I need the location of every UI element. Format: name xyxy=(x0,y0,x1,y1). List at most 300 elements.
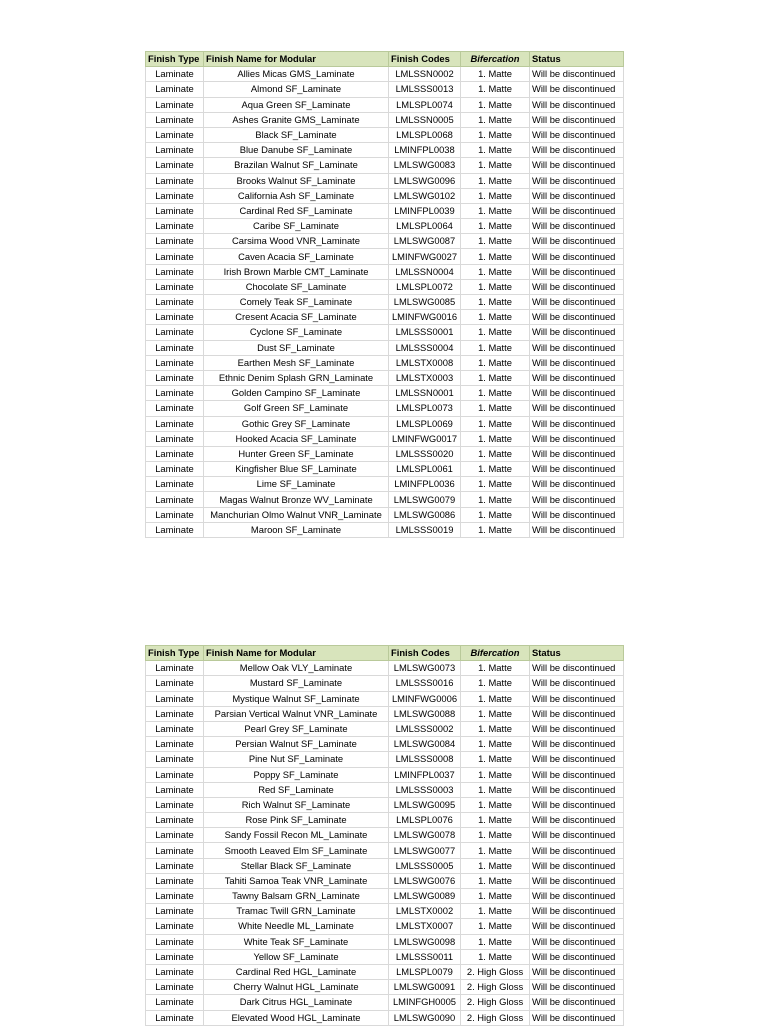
cell-bifercation: 1. Matte xyxy=(461,279,530,294)
table-row xyxy=(146,676,624,691)
cell-finish-name: Brazilan Walnut SF_Laminate xyxy=(204,158,389,173)
cell-status: Will be discontinued xyxy=(530,843,624,858)
cell-finish-code: LMLSWG0089 xyxy=(389,889,461,904)
table-row xyxy=(146,127,624,142)
header-status: Status xyxy=(530,646,624,661)
table-row xyxy=(146,325,624,340)
cell-finish-name: Caven Acacia SF_Laminate xyxy=(204,249,389,264)
cell-status: Will be discontinued xyxy=(530,691,624,706)
cell-finish-type: Laminate xyxy=(146,737,204,752)
cell-bifercation: 1. Matte xyxy=(461,752,530,767)
table-row xyxy=(146,661,624,676)
cell-finish-code: LMLSSS0003 xyxy=(389,782,461,797)
cell-status: Will be discontinued xyxy=(530,310,624,325)
cell-finish-type: Laminate xyxy=(146,416,204,431)
cell-finish-code: LMLSTX0002 xyxy=(389,904,461,919)
cell-bifercation: 1. Matte xyxy=(461,691,530,706)
cell-finish-type: Laminate xyxy=(146,858,204,873)
cell-bifercation: 1. Matte xyxy=(461,173,530,188)
cell-bifercation: 1. Matte xyxy=(461,143,530,158)
cell-bifercation: 1. Matte xyxy=(461,188,530,203)
cell-finish-code: LMLSPL0072 xyxy=(389,279,461,294)
table-row xyxy=(146,97,624,112)
cell-finish-name: Poppy SF_Laminate xyxy=(204,767,389,782)
cell-status: Will be discontinued xyxy=(530,386,624,401)
cell-bifercation: 1. Matte xyxy=(461,310,530,325)
cell-finish-code: LMLSSS0013 xyxy=(389,82,461,97)
cell-status: Will be discontinued xyxy=(530,737,624,752)
table-row xyxy=(146,828,624,843)
table-row xyxy=(146,507,624,522)
cell-bifercation: 1. Matte xyxy=(461,676,530,691)
cell-finish-type: Laminate xyxy=(146,676,204,691)
cell-finish-type: Laminate xyxy=(146,310,204,325)
table-row xyxy=(146,522,624,537)
table-row xyxy=(146,980,624,995)
cell-status: Will be discontinued xyxy=(530,919,624,934)
cell-bifercation: 1. Matte xyxy=(461,919,530,934)
cell-bifercation: 1. Matte xyxy=(461,67,530,82)
cell-bifercation: 1. Matte xyxy=(461,858,530,873)
table-row xyxy=(146,82,624,97)
cell-bifercation: 1. Matte xyxy=(461,737,530,752)
cell-status: Will be discontinued xyxy=(530,782,624,797)
table-row xyxy=(146,477,624,492)
header-finish-name: Finish Name for Modular xyxy=(204,646,389,661)
cell-finish-type: Laminate xyxy=(146,249,204,264)
table-row xyxy=(146,843,624,858)
cell-finish-name: Tramac Twill GRN_Laminate xyxy=(204,904,389,919)
cell-status: Will be discontinued xyxy=(530,67,624,82)
cell-bifercation: 1. Matte xyxy=(461,203,530,218)
cell-finish-name: Maroon SF_Laminate xyxy=(204,522,389,537)
cell-bifercation: 2. High Gloss xyxy=(461,964,530,979)
cell-finish-type: Laminate xyxy=(146,279,204,294)
cell-finish-code: LMINFWG0006 xyxy=(389,691,461,706)
table-row xyxy=(146,737,624,752)
cell-finish-code: LMLSTX0003 xyxy=(389,370,461,385)
cell-finish-type: Laminate xyxy=(146,767,204,782)
cell-bifercation: 1. Matte xyxy=(461,873,530,888)
header-finish-name: Finish Name for Modular xyxy=(204,52,389,67)
cell-finish-code: LMLSWG0084 xyxy=(389,737,461,752)
cell-finish-name: Persian Walnut SF_Laminate xyxy=(204,737,389,752)
cell-finish-type: Laminate xyxy=(146,203,204,218)
table-row xyxy=(146,767,624,782)
table-row xyxy=(146,431,624,446)
cell-finish-type: Laminate xyxy=(146,431,204,446)
cell-status: Will be discontinued xyxy=(530,721,624,736)
cell-finish-name: Golf Green SF_Laminate xyxy=(204,401,389,416)
cell-finish-type: Laminate xyxy=(146,1010,204,1025)
cell-finish-name: Parsian Vertical Walnut VNR_Laminate xyxy=(204,706,389,721)
table-1-body xyxy=(146,67,624,538)
cell-status: Will be discontinued xyxy=(530,264,624,279)
cell-status: Will be discontinued xyxy=(530,188,624,203)
table-row xyxy=(146,446,624,461)
cell-status: Will be discontinued xyxy=(530,82,624,97)
cell-finish-name: Dark Citrus HGL_Laminate xyxy=(204,995,389,1010)
cell-finish-code: LMLSWG0076 xyxy=(389,873,461,888)
cell-finish-name: Mellow Oak VLY_Laminate xyxy=(204,661,389,676)
cell-finish-code: LMLSSS0008 xyxy=(389,752,461,767)
cell-finish-code: LMLSSS0016 xyxy=(389,676,461,691)
cell-status: Will be discontinued xyxy=(530,889,624,904)
cell-status: Will be discontinued xyxy=(530,295,624,310)
cell-bifercation: 1. Matte xyxy=(461,462,530,477)
header-row xyxy=(146,52,624,67)
table-row xyxy=(146,355,624,370)
cell-bifercation: 1. Matte xyxy=(461,706,530,721)
cell-status: Will be discontinued xyxy=(530,97,624,112)
table-row xyxy=(146,370,624,385)
header-finish-codes: Finish Codes xyxy=(389,646,461,661)
cell-status: Will be discontinued xyxy=(530,340,624,355)
table-row xyxy=(146,995,624,1010)
cell-bifercation: 1. Matte xyxy=(461,843,530,858)
table-row xyxy=(146,934,624,949)
cell-finish-type: Laminate xyxy=(146,843,204,858)
table-row xyxy=(146,813,624,828)
cell-finish-name: Mustard SF_Laminate xyxy=(204,676,389,691)
table-row xyxy=(146,188,624,203)
cell-finish-name: Ashes Granite GMS_Laminate xyxy=(204,112,389,127)
table-row xyxy=(146,889,624,904)
cell-status: Will be discontinued xyxy=(530,949,624,964)
cell-finish-name: Yellow SF_Laminate xyxy=(204,949,389,964)
cell-bifercation: 1. Matte xyxy=(461,82,530,97)
cell-finish-type: Laminate xyxy=(146,143,204,158)
cell-finish-type: Laminate xyxy=(146,97,204,112)
cell-finish-type: Laminate xyxy=(146,295,204,310)
cell-status: Will be discontinued xyxy=(530,249,624,264)
cell-finish-name: Stellar Black SF_Laminate xyxy=(204,858,389,873)
cell-bifercation: 1. Matte xyxy=(461,219,530,234)
cell-finish-code: LMINFWG0016 xyxy=(389,310,461,325)
cell-bifercation: 1. Matte xyxy=(461,340,530,355)
cell-finish-type: Laminate xyxy=(146,873,204,888)
cell-finish-code: LMLSTX0008 xyxy=(389,355,461,370)
cell-finish-code: LMINFPL0037 xyxy=(389,767,461,782)
cell-finish-type: Laminate xyxy=(146,82,204,97)
table-row xyxy=(146,219,624,234)
cell-finish-type: Laminate xyxy=(146,462,204,477)
cell-status: Will be discontinued xyxy=(530,858,624,873)
cell-finish-type: Laminate xyxy=(146,797,204,812)
cell-finish-code: LMINFWG0027 xyxy=(389,249,461,264)
cell-finish-type: Laminate xyxy=(146,721,204,736)
cell-finish-name: Carsima Wood VNR_Laminate xyxy=(204,234,389,249)
cell-finish-code: LMLSWG0091 xyxy=(389,980,461,995)
cell-status: Will be discontinued xyxy=(530,355,624,370)
cell-finish-name: White Needle ML_Laminate xyxy=(204,919,389,934)
finish-table-2 xyxy=(145,645,624,1026)
cell-bifercation: 1. Matte xyxy=(461,401,530,416)
table-row xyxy=(146,782,624,797)
cell-bifercation: 1. Matte xyxy=(461,507,530,522)
cell-finish-type: Laminate xyxy=(146,828,204,843)
cell-status: Will be discontinued xyxy=(530,752,624,767)
cell-finish-type: Laminate xyxy=(146,949,204,964)
table-row xyxy=(146,279,624,294)
cell-bifercation: 1. Matte xyxy=(461,355,530,370)
cell-finish-name: Earthen Mesh SF_Laminate xyxy=(204,355,389,370)
table-row xyxy=(146,143,624,158)
cell-finish-name: Smooth Leaved Elm SF_Laminate xyxy=(204,843,389,858)
cell-finish-code: LMLSSN0004 xyxy=(389,264,461,279)
cell-bifercation: 1. Matte xyxy=(461,112,530,127)
cell-finish-name: Brooks Walnut SF_Laminate xyxy=(204,173,389,188)
cell-finish-name: Dust SF_Laminate xyxy=(204,340,389,355)
table-row xyxy=(146,203,624,218)
cell-status: Will be discontinued xyxy=(530,995,624,1010)
cell-status: Will be discontinued xyxy=(530,964,624,979)
cell-bifercation: 2. High Gloss xyxy=(461,1010,530,1025)
cell-status: Will be discontinued xyxy=(530,203,624,218)
cell-finish-name: Golden Campino SF_Laminate xyxy=(204,386,389,401)
cell-finish-code: LMINFGH0005 xyxy=(389,995,461,1010)
cell-status: Will be discontinued xyxy=(530,934,624,949)
cell-status: Will be discontinued xyxy=(530,492,624,507)
table-row xyxy=(146,340,624,355)
cell-finish-type: Laminate xyxy=(146,264,204,279)
cell-finish-code: LMINFPL0039 xyxy=(389,203,461,218)
cell-finish-type: Laminate xyxy=(146,661,204,676)
cell-finish-code: LMINFWG0017 xyxy=(389,431,461,446)
cell-bifercation: 1. Matte xyxy=(461,416,530,431)
cell-finish-name: Ethnic Denim Splash GRN_Laminate xyxy=(204,370,389,385)
cell-bifercation: 1. Matte xyxy=(461,325,530,340)
cell-bifercation: 1. Matte xyxy=(461,721,530,736)
table-row xyxy=(146,67,624,82)
cell-finish-type: Laminate xyxy=(146,112,204,127)
cell-finish-name: Irish Brown Marble CMT_Laminate xyxy=(204,264,389,279)
cell-status: Will be discontinued xyxy=(530,158,624,173)
cell-bifercation: 1. Matte xyxy=(461,934,530,949)
cell-finish-name: Red SF_Laminate xyxy=(204,782,389,797)
table-row xyxy=(146,173,624,188)
cell-finish-type: Laminate xyxy=(146,782,204,797)
cell-status: Will be discontinued xyxy=(530,234,624,249)
header-status: Status xyxy=(530,52,624,67)
cell-bifercation: 1. Matte xyxy=(461,949,530,964)
cell-finish-name: Cherry Walnut HGL_Laminate xyxy=(204,980,389,995)
cell-finish-type: Laminate xyxy=(146,889,204,904)
cell-status: Will be discontinued xyxy=(530,980,624,995)
cell-finish-name: Caribe SF_Laminate xyxy=(204,219,389,234)
cell-finish-code: LMLSWG0090 xyxy=(389,1010,461,1025)
cell-bifercation: 1. Matte xyxy=(461,797,530,812)
cell-bifercation: 1. Matte xyxy=(461,386,530,401)
header-finish-type: Finish Type xyxy=(146,52,204,67)
cell-finish-code: LMLSSS0001 xyxy=(389,325,461,340)
cell-finish-code: LMLSSS0020 xyxy=(389,446,461,461)
cell-finish-name: Hooked Acacia SF_Laminate xyxy=(204,431,389,446)
cell-status: Will be discontinued xyxy=(530,431,624,446)
table-row xyxy=(146,249,624,264)
cell-finish-name: Blue Danube SF_Laminate xyxy=(204,143,389,158)
table-row xyxy=(146,691,624,706)
cell-status: Will be discontinued xyxy=(530,522,624,537)
cell-finish-type: Laminate xyxy=(146,904,204,919)
table-row xyxy=(146,112,624,127)
cell-finish-type: Laminate xyxy=(146,507,204,522)
cell-finish-code: LMLSSS0002 xyxy=(389,721,461,736)
cell-finish-code: LMLSWG0073 xyxy=(389,661,461,676)
cell-status: Will be discontinued xyxy=(530,676,624,691)
cell-finish-code: LMLSWG0096 xyxy=(389,173,461,188)
table-row xyxy=(146,964,624,979)
cell-finish-name: Rich Walnut SF_Laminate xyxy=(204,797,389,812)
header-bifercation: Bifercation xyxy=(461,646,530,661)
cell-bifercation: 1. Matte xyxy=(461,767,530,782)
cell-finish-type: Laminate xyxy=(146,401,204,416)
cell-status: Will be discontinued xyxy=(530,828,624,843)
cell-status: Will be discontinued xyxy=(530,767,624,782)
cell-finish-name: Sandy Fossil Recon ML_Laminate xyxy=(204,828,389,843)
cell-finish-name: California Ash SF_Laminate xyxy=(204,188,389,203)
cell-finish-type: Laminate xyxy=(146,752,204,767)
cell-finish-name: Magas Walnut Bronze WV_Laminate xyxy=(204,492,389,507)
cell-status: Will be discontinued xyxy=(530,507,624,522)
cell-bifercation: 1. Matte xyxy=(461,828,530,843)
table-row xyxy=(146,416,624,431)
cell-bifercation: 1. Matte xyxy=(461,904,530,919)
cell-finish-code: LMLSWG0098 xyxy=(389,934,461,949)
cell-finish-code: LMLSSS0005 xyxy=(389,858,461,873)
cell-finish-code: LMINFPL0038 xyxy=(389,143,461,158)
cell-finish-type: Laminate xyxy=(146,477,204,492)
table-row xyxy=(146,873,624,888)
cell-finish-code: LMLSSN0002 xyxy=(389,67,461,82)
table-row xyxy=(146,234,624,249)
cell-status: Will be discontinued xyxy=(530,706,624,721)
cell-finish-name: Tawny Balsam GRN_Laminate xyxy=(204,889,389,904)
cell-finish-code: LMLSWG0077 xyxy=(389,843,461,858)
cell-finish-name: Comely Teak SF_Laminate xyxy=(204,295,389,310)
cell-bifercation: 1. Matte xyxy=(461,813,530,828)
cell-finish-code: LMLSWG0078 xyxy=(389,828,461,843)
header-finish-codes: Finish Codes xyxy=(389,52,461,67)
cell-status: Will be discontinued xyxy=(530,401,624,416)
cell-finish-type: Laminate xyxy=(146,446,204,461)
cell-finish-name: Manchurian Olmo Walnut VNR_Laminate xyxy=(204,507,389,522)
table-row xyxy=(146,492,624,507)
cell-bifercation: 1. Matte xyxy=(461,522,530,537)
header-row xyxy=(146,646,624,661)
table-row xyxy=(146,310,624,325)
cell-finish-name: Chocolate SF_Laminate xyxy=(204,279,389,294)
cell-finish-type: Laminate xyxy=(146,980,204,995)
cell-status: Will be discontinued xyxy=(530,112,624,127)
cell-status: Will be discontinued xyxy=(530,370,624,385)
cell-finish-name: Rose Pink SF_Laminate xyxy=(204,813,389,828)
table-row xyxy=(146,158,624,173)
cell-finish-name: Elevated Wood HGL_Laminate xyxy=(204,1010,389,1025)
cell-finish-type: Laminate xyxy=(146,934,204,949)
cell-bifercation: 1. Matte xyxy=(461,158,530,173)
cell-finish-code: LMLSWG0083 xyxy=(389,158,461,173)
cell-status: Will be discontinued xyxy=(530,416,624,431)
cell-finish-code: LMLSPL0073 xyxy=(389,401,461,416)
cell-status: Will be discontinued xyxy=(530,219,624,234)
cell-status: Will be discontinued xyxy=(530,813,624,828)
cell-status: Will be discontinued xyxy=(530,462,624,477)
cell-finish-type: Laminate xyxy=(146,964,204,979)
cell-finish-name: Gothic Grey SF_Laminate xyxy=(204,416,389,431)
cell-finish-type: Laminate xyxy=(146,370,204,385)
header-bifercation: Bifercation xyxy=(461,52,530,67)
cell-finish-name: Tahiti Samoa Teak VNR_Laminate xyxy=(204,873,389,888)
cell-finish-type: Laminate xyxy=(146,325,204,340)
header-finish-type: Finish Type xyxy=(146,646,204,661)
cell-bifercation: 1. Matte xyxy=(461,97,530,112)
finish-table-1 xyxy=(145,51,624,538)
cell-finish-type: Laminate xyxy=(146,522,204,537)
cell-finish-type: Laminate xyxy=(146,173,204,188)
cell-status: Will be discontinued xyxy=(530,143,624,158)
cell-finish-code: LMLSSS0004 xyxy=(389,340,461,355)
cell-finish-type: Laminate xyxy=(146,219,204,234)
cell-status: Will be discontinued xyxy=(530,477,624,492)
cell-bifercation: 1. Matte xyxy=(461,431,530,446)
cell-finish-code: LMLSSS0011 xyxy=(389,949,461,964)
cell-finish-type: Laminate xyxy=(146,188,204,203)
cell-bifercation: 1. Matte xyxy=(461,661,530,676)
cell-finish-name: Kingfisher Blue SF_Laminate xyxy=(204,462,389,477)
cell-status: Will be discontinued xyxy=(530,173,624,188)
cell-status: Will be discontinued xyxy=(530,325,624,340)
cell-finish-code: LMLSPL0064 xyxy=(389,219,461,234)
table-row xyxy=(146,919,624,934)
cell-finish-type: Laminate xyxy=(146,158,204,173)
table-row xyxy=(146,264,624,279)
cell-bifercation: 1. Matte xyxy=(461,492,530,507)
cell-finish-code: LMLSSN0005 xyxy=(389,112,461,127)
cell-status: Will be discontinued xyxy=(530,446,624,461)
table-row xyxy=(146,721,624,736)
cell-bifercation: 1. Matte xyxy=(461,782,530,797)
cell-finish-name: Cyclone SF_Laminate xyxy=(204,325,389,340)
cell-bifercation: 1. Matte xyxy=(461,889,530,904)
cell-bifercation: 2. High Gloss xyxy=(461,980,530,995)
table-row xyxy=(146,295,624,310)
cell-bifercation: 1. Matte xyxy=(461,295,530,310)
cell-status: Will be discontinued xyxy=(530,873,624,888)
cell-finish-name: Hunter Green SF_Laminate xyxy=(204,446,389,461)
cell-finish-name: Pine Nut SF_Laminate xyxy=(204,752,389,767)
cell-finish-code: LMLSWG0095 xyxy=(389,797,461,812)
cell-bifercation: 1. Matte xyxy=(461,370,530,385)
cell-bifercation: 2. High Gloss xyxy=(461,995,530,1010)
cell-finish-code: LMLSWG0088 xyxy=(389,706,461,721)
cell-finish-type: Laminate xyxy=(146,492,204,507)
table-row xyxy=(146,752,624,767)
cell-finish-name: Allies Micas GMS_Laminate xyxy=(204,67,389,82)
cell-finish-code: LMLSSN0001 xyxy=(389,386,461,401)
table-row xyxy=(146,797,624,812)
cell-finish-name: Cardinal Red SF_Laminate xyxy=(204,203,389,218)
cell-finish-type: Laminate xyxy=(146,386,204,401)
cell-finish-name: Lime SF_Laminate xyxy=(204,477,389,492)
cell-status: Will be discontinued xyxy=(530,127,624,142)
cell-finish-code: LMLSPL0061 xyxy=(389,462,461,477)
cell-finish-name: Black SF_Laminate xyxy=(204,127,389,142)
cell-finish-code: LMLSPL0079 xyxy=(389,964,461,979)
cell-finish-type: Laminate xyxy=(146,340,204,355)
cell-bifercation: 1. Matte xyxy=(461,249,530,264)
cell-status: Will be discontinued xyxy=(530,904,624,919)
